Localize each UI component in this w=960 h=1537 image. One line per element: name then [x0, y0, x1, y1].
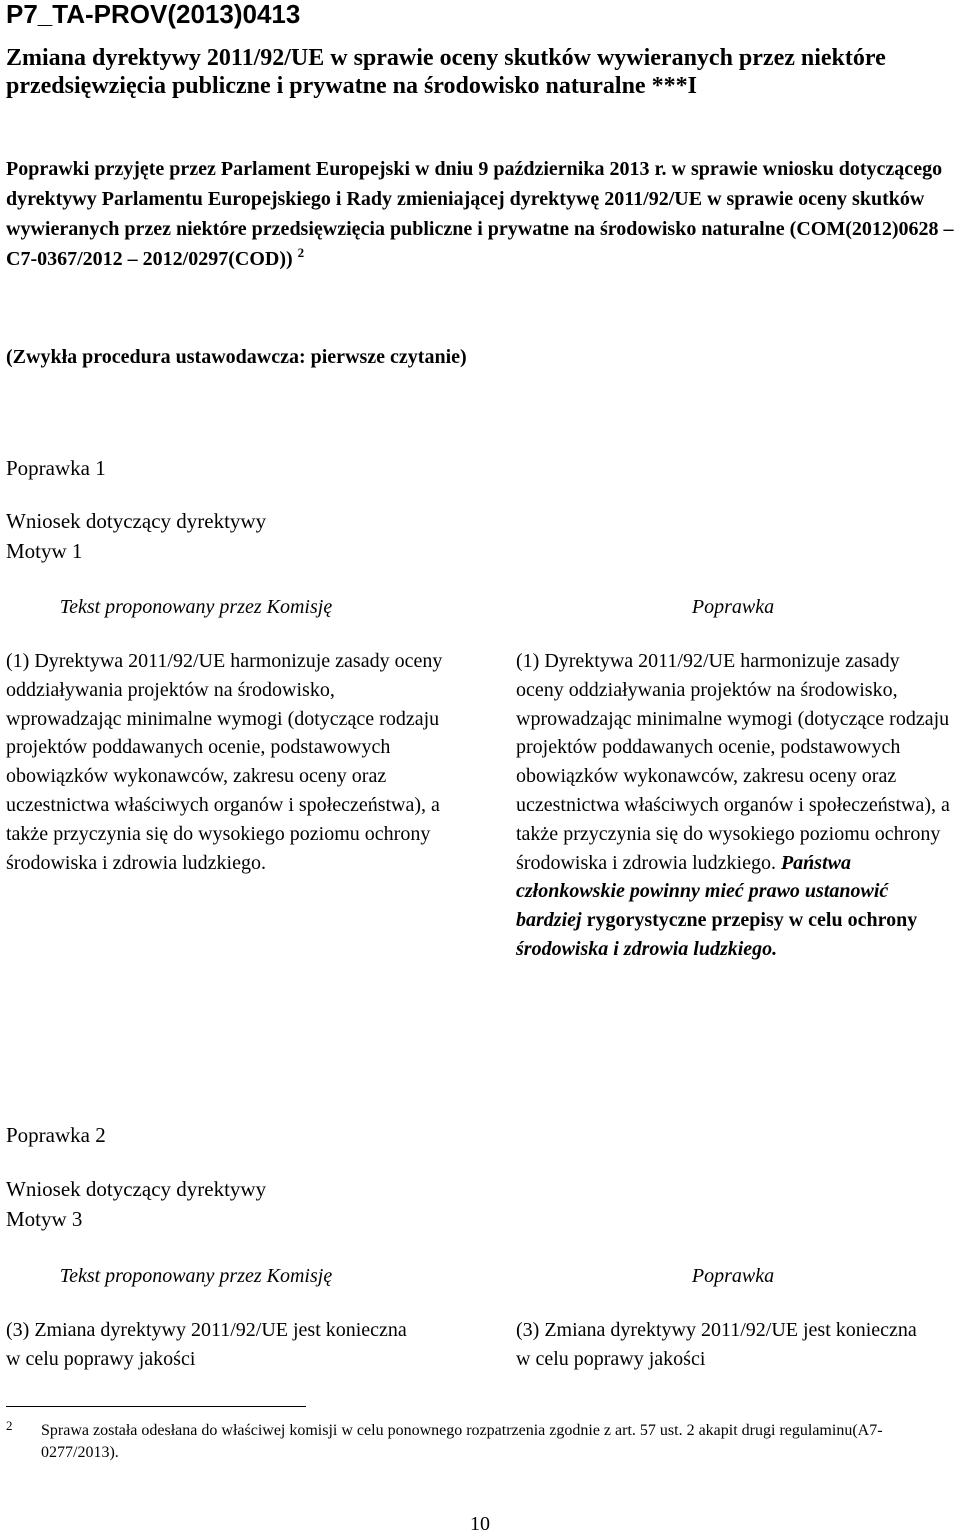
footnote-separator	[6, 1406, 306, 1407]
intro-paragraph	[6, 154, 954, 274]
amendment-1-commission-header: Tekst proponowany przez Komisję	[59, 596, 333, 618]
amendment-2-subtitle-recital: Motyw 3	[6, 1207, 83, 1231]
amendment-2-amendment-text: (3) Zmiana dyrektywy 2011/92/UE jest konieczna w celu poprawy jakości	[516, 1319, 917, 1370]
amendment-1-amendment-header: Poprawka	[691, 596, 775, 618]
amendment-1-subtitle-proposal: Wniosek dotyczący dyrektywy	[6, 509, 267, 533]
procedure-note: (Zwykła procedura ustawodawcza: pierwsze czytanie)	[6, 346, 467, 368]
document-title: Zmiana dyrektywy 2011/92/UE w sprawie oceny skutków wywieranych przez niektóre przedsięwzięcia publiczne i prywatne na środowisko naturalne ***I	[6, 45, 886, 99]
intro-text: Poprawki przyjęte przez Parlament Europejski w dniu 9 października 2013 r. w sprawie wniosku dotyczącego dyrektywy Parlamentu Europejskiego i Rady zmieniającej dyrektywę 2011/92/UE w sprawie oceny skutków wywieranych przez niektóre przedsięwzięcia publiczne i prywatne na środowisko naturalne (COM(2012)0628 – C7-0367/2012 – 2012/0297(COD))	[6, 158, 954, 270]
page-number: 10	[470, 1513, 490, 1535]
footnote-number: 2	[6, 1418, 13, 1433]
amendment-2-subtitle-proposal: Wniosek dotyczący dyrektywy	[6, 1177, 267, 1201]
amendment-1-added-text-3: środowiska i zdrowia ludzkiego.	[516, 937, 778, 960]
amendment-1-subtitle-recital: Motyw 1	[6, 539, 83, 563]
amendment-2-commission-text: (3) Zmiana dyrektywy 2011/92/UE jest konieczna w celu poprawy jakości	[6, 1319, 407, 1370]
amendment-2-commission-header: Tekst proponowany przez Komisję	[59, 1265, 333, 1287]
document-reference: P7_TA-PROV(2013)0413	[6, 0, 301, 29]
amendment-1-amendment-text	[516, 647, 952, 964]
amendment-1-added-text-2: rygorystyczne przepisy w celu ochrony	[586, 909, 918, 932]
amendment-1-original-text: (1) Dyrektywa 2011/92/UE harmonizuje zasady oceny oddziaływania projektów na środowisko, wprowadzając minimalne wymogi (dotyczące rodzaju projektów poddawanych ocenie, podstawowych obowiązków wykonawców, zakresu oceny oraz uczestnictwa właściwych organów i społeczeństwa), a także przyczynia się do wysokiego poziomu ochrony środowiska i zdrowia ludzkiego.	[516, 650, 950, 874]
footnote-text: Sprawa została odesłana do właściwej komisji w celu ponownego rozpatrzenia zgodnie z art. 57 ust. 2 akapit drugi regulaminu(A7-0277/2013).	[41, 1422, 883, 1461]
amendment-1-commission-text: (1) Dyrektywa 2011/92/UE harmonizuje zasady oceny oddziaływania projektów na środowisko, wprowadzając minimalne wymogi (dotyczące rodzaju projektów poddawanych ocenie, podstawowych obowiązków wykonawców, zakresu oceny oraz uczestnictwa właściwych organów i społeczeństwa), a także przyczynia się do wysokiego poziomu ochrony środowiska i zdrowia ludzkiego.	[6, 650, 443, 874]
amendment-1-title: Poprawka 1	[6, 456, 106, 480]
amendment-2-amendment-header: Poprawka	[691, 1265, 775, 1287]
amendment-1-added-text-1: Państwa członkowskie powinny mieć prawo ustanowić bardziej	[516, 851, 889, 932]
amendment-2-title: Poprawka 2	[6, 1123, 106, 1147]
footnote-reference: 2	[297, 245, 305, 260]
